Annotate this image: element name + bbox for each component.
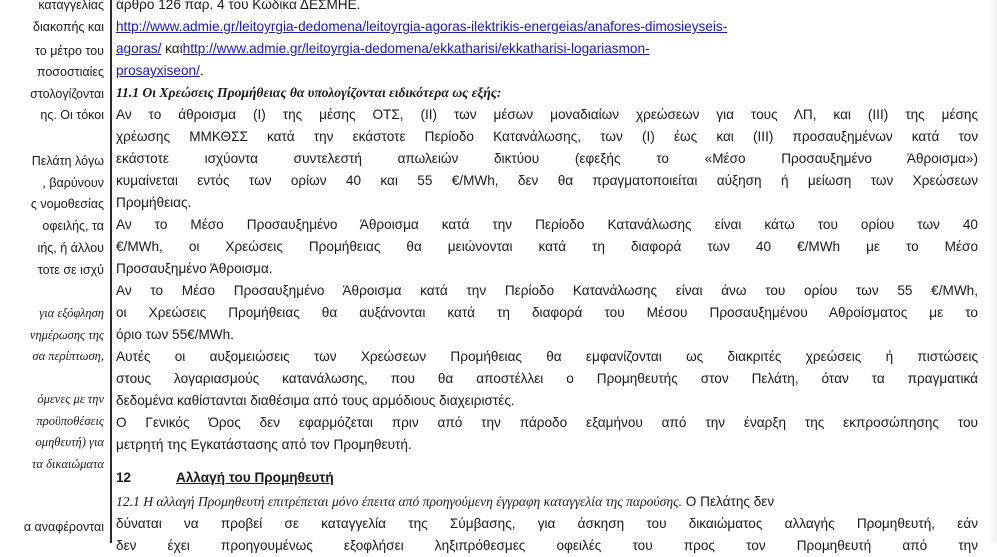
left-fragment: Πελάτη λόγω [31, 154, 104, 168]
text-line: εκάστοτε ισχύοντα συντελεστή απωλειών δικτύου (εφεξής το «Μέσο Προσαυξημένο Άθροισμα») [116, 151, 978, 166]
left-fragment: για εξόφληση [39, 306, 104, 320]
left-fragment: ς νομοθεσίας [30, 197, 104, 211]
text-line [116, 491, 774, 513]
clause-12-1-rest: Ο Πελάτης δεν [682, 494, 775, 509]
text-line: μετρητή της Εγκατάστασης από τον Προμηθευτή. [116, 437, 412, 452]
column-divider [110, 0, 112, 543]
left-fragment: όμενες με την [37, 392, 104, 406]
left-column-fragments [0, 0, 108, 543]
left-fragment: σα περίπτωση, [32, 349, 104, 363]
text-line: στους λογαριασμούς κατανάλωσης, που θα αποστέλλει ο Προμηθευτής στον Πελάτη, όταν τα πραγματικά [116, 371, 978, 386]
text-line [116, 60, 204, 82]
left-fragment: προϋποθέσεις [36, 414, 104, 428]
text-line: Αν το Μέσο Προσαυξημένο Άθροισμα κατά την Περίοδο Κατανάλωσης είναι άνω του ορίου των 55 €/MWh, [116, 283, 978, 298]
admie-market-reports-link[interactable]: http://www.admie.gr/leitoyrgia-dedomena/leitoyrgia-agoras-ilektrikis-energeias/anafores-dimosieyseis- [116, 19, 728, 34]
left-fragment: στολογίζονται [30, 87, 104, 101]
text-line: όριο των 55€/MWh. [116, 327, 234, 342]
text-line: Αυτές οι αυξομειώσεις των Χρεώσεων Προμήθειας θα εμφανίζονται ως διακριτές χρεώσεις ή πιστώσεις [116, 349, 978, 364]
left-fragment: τα δικαιώματα [31, 457, 104, 471]
text-line: €/MWh, οι Χρεώσεις Προμήθειας θα μειώνονται κατά τη διαφορά των 40 €/MWh με το Μέσο [116, 239, 978, 254]
left-fragment: καταγγελίας [38, 0, 104, 12]
admie-settlement-link[interactable]: http://www.admie.gr/leitoyrgia-dedomena/ekkatharisi/ekkatharisi-logariasmon- [182, 41, 650, 56]
left-fragment: το μέτρο του [35, 44, 104, 58]
text-line: δεν έχει προηγουμένως εξοφλήσει ληξιπρόθεσμες οφειλές του προς τον Προμηθευτή από την [116, 538, 978, 553]
text-line: Αν το Μέσο Προσαυξημένο Άθροισμα κατά την Περίοδο Κατανάλωσης είναι κάτω του ορίου των 40 [116, 217, 978, 232]
text-line: χρέωσης ΜΜΚΘΣΣ κατά την εκάστοτε Περίοδο Κατανάλωσης, των (Ι) έως και (ΙΙΙ) προσαυξημένων κατά τον [116, 129, 978, 144]
left-fragment: νημέρωσης της [29, 328, 104, 342]
left-fragment: ης. Οι τόκοι [40, 108, 104, 122]
admie-market-reports-link-cont[interactable]: agoras/ [116, 41, 162, 56]
text-line: κυμαίνεται εντός των ορίων 40 και 55 €/MWh, δεν θα πραγματοποιείται αύξηση ή μείωση των Χρεώσεων [116, 173, 978, 188]
text-line: οι Χρεώσεις Προμήθειας θα αυξάνονται κατά τη διαφορά του Μέσου Προσαυξημένου Αθροίσματος με το [116, 305, 978, 320]
text-line: Αν το άθροισμα (Ι) της μέσης ΟΤΣ, (ΙΙ) των μέσων μοναδιαίων χρεώσεων για τους ΛΠ, και (ΙΙΙ) της μέσης [116, 107, 978, 122]
page-edge-shadow [987, 0, 997, 543]
section-title: Αλλαγή του Προμηθευτή [176, 470, 334, 485]
admie-settlement-link-cont[interactable]: prosayxiseon/ [116, 63, 200, 78]
text-line [116, 16, 727, 38]
left-fragment: ποσοστιαίες [36, 65, 104, 79]
left-fragment: , βαρύνουν [42, 176, 104, 190]
left-fragment: οφειλής, τα [42, 219, 104, 233]
clause-heading-11-1: 11.1 Οι Χρεώσεις Προμήθειας θα υπολογίζονται ειδικότερα ως εξής: [116, 85, 502, 100]
left-fragment: ιής, ή άλλου [37, 241, 104, 255]
left-fragment: διακοπής και [32, 20, 104, 34]
conjunction-text: και [161, 41, 183, 56]
clause-12-1-handwritten: 12.1 Η αλλαγή Προμηθευτή επιτρέπεται μόνο έπειτα από προηγούμενη έγγραφη καταγγελία της παρούσης. [116, 494, 682, 509]
text-line: Ο Γενικός Όρος δεν εφαρμόζεται πριν από την πάροδο εξαμήνου από την έναρξη της εκπροσώπησης του [116, 415, 978, 430]
left-fragment: ομηθευτή) για [35, 435, 104, 449]
section-heading-12 [116, 467, 334, 489]
text-line: Προμήθειας. [116, 195, 192, 210]
text-line: δύναται να προβεί σε καταγγελία της Σύμβασης, για άσκηση του δικαιώματος αλλαγής Προμηθευτή, εάν [116, 516, 978, 531]
text-line [116, 38, 650, 60]
section-number: 12 [116, 470, 132, 485]
main-text-column [116, 0, 984, 553]
text-line: άρθρο 126 παρ. 4 του Κώδικα ΔΕΣΜΗΕ. [116, 0, 361, 12]
text-line: Προσαυξημένο Άθροισμα. [116, 261, 273, 276]
sentence-end: . [199, 63, 204, 78]
left-fragment: α αναφέρονται [23, 520, 104, 534]
text-line: δεδομένα καθίστανται διαθέσιμα από τους αρμόδιους διαχειριστές. [116, 393, 515, 408]
left-fragment: τοτε σε ισχύ [37, 263, 104, 277]
